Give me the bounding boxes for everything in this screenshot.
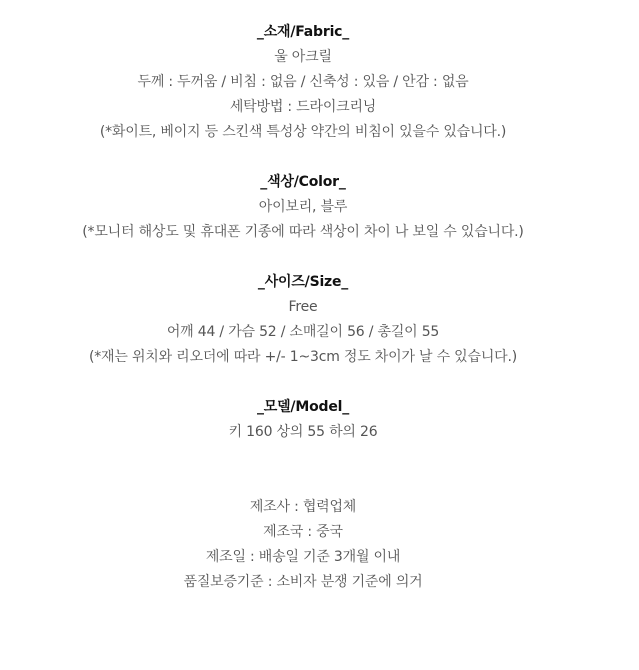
size-note: (*재는 위치와 리오더에 따라 +/- 1~3cm 정도 차이가 날 수 있습니다.) xyxy=(89,349,517,365)
model-info: 키 160 상의 55 하의 26 xyxy=(228,424,378,440)
fabric-washing: 세탁방법 : 드라이크리닝 xyxy=(229,99,377,115)
section-spacer xyxy=(0,145,606,170)
size-free: Free xyxy=(288,299,318,315)
product-info-document xyxy=(0,20,606,595)
section-spacer xyxy=(0,445,606,495)
color-options: 아이보리, 블루 xyxy=(258,199,348,215)
section-spacer xyxy=(0,245,606,270)
manufacturer-warranty: 품질보증기준 : 소비자 분쟁 기준에 의거 xyxy=(183,574,423,590)
section-spacer xyxy=(0,370,606,395)
color-note: (*모니터 해상도 및 휴대폰 기종에 따라 색상이 차이 나 보일 수 있습니다.) xyxy=(82,224,524,240)
manufacturer-date: 제조일 : 배송일 기준 3개월 이내 xyxy=(205,549,401,565)
color-heading: _색상/Color_ xyxy=(260,174,346,190)
manufacturer-maker: 제조사 : 협력업체 xyxy=(249,499,357,515)
fabric-heading: _소재/Fabric_ xyxy=(256,24,350,40)
fabric-note: (*화이트, 베이지 등 스킨색 특성상 약간의 비침이 있을수 있습니다.) xyxy=(99,124,507,140)
manufacturer-country: 제조국 : 중국 xyxy=(263,524,343,540)
fabric-material: 울 아크릴 xyxy=(274,49,332,65)
size-heading: _사이즈/Size_ xyxy=(257,274,349,290)
model-heading: _모델/Model_ xyxy=(256,399,350,415)
size-measurements: 어깨 44 / 가슴 52 / 소매길이 56 / 총길이 55 xyxy=(166,324,440,340)
fabric-properties: 두께 : 두꺼움 / 비침 : 없음 / 신축성 : 있음 / 안감 : 없음 xyxy=(137,74,469,90)
